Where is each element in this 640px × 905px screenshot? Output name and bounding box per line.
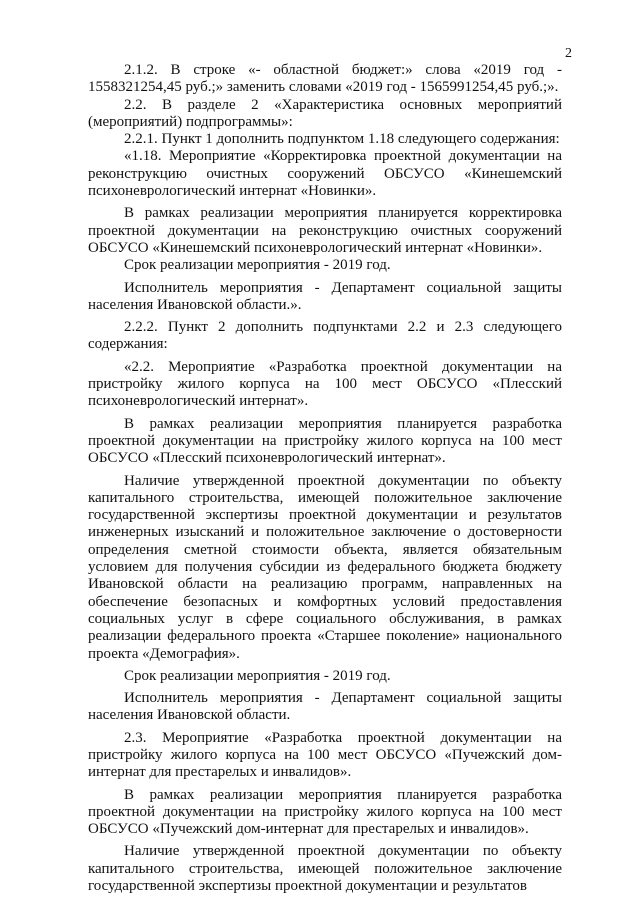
paragraph-2-2-event: «2.2. Мероприятие «Разработка проектной документации на пристройку жилого корпуса на 100 мест ОБСУСО «Плесский психоневрологический интернат».	[88, 358, 562, 410]
paragraph-2-3-event: 2.3. Мероприятие «Разработка проектной документации на пристройку жилого корпуса на 100 мест ОБСУСО «Пучежский дом-интернат для престарелых и инвалидов».	[88, 729, 562, 781]
paragraph-2-2-executor: Исполнитель мероприятия - Департамент социальной защиты населения Ивановской области.	[88, 690, 562, 724]
paragraph-2-2-2: 2.2.2. Пункт 2 дополнить подпунктами 2.2 и 2.3 следующего содержания:	[88, 319, 562, 353]
paragraph-2-2-1: 2.2.1. Пункт 1 дополнить подпунктом 1.18 следующего содержания:	[124, 131, 560, 148]
paragraph-1-18-description: В рамках реализации мероприятия планируется корректировка проектной документации на реконструкцию очистных сооружений ОБСУСО «Кинешемский психоневрологический интернат «Новинки».	[88, 205, 562, 256]
paragraph-1-18-deadline: Срок реализации мероприятия - 2019 год.	[124, 257, 391, 274]
document-body	[88, 62, 562, 895]
paragraph-2-2-description: В рамках реализации мероприятия планируется разработка проектной документации на пристройку жилого корпуса на 100 мест ОБСУСО «Плесский психоневрологический интернат».	[88, 415, 562, 467]
paragraph-2-2-conditions: Наличие утвержденной проектной документации по объекту капитального строительства, имеющей положительное заключение государственной экспертизы проектной документации и результатов инженерных изысканий и положительное заключение о достоверности определения сметной стоимости объекта, является обязательным условием для получения субсидии из федерального бюджета бюджету Ивановской области на реализацию программ, направленных на обеспечение безопасных и комфортных условий предоставления социальных услуг в сфере социального обслуживания, в рамках реализации федерального проекта «Старшее поколение» национального проекта «Демография».	[88, 472, 562, 662]
paragraph-2-1-2: 2.1.2. В строке «- областной бюджет:» слова «2019 год - 1558321254,45 руб.;» заменить словами «2019 год - 1565991254,45 руб.;».	[88, 62, 562, 96]
paragraph-2-2: 2.2. В разделе 2 «Характеристика основных мероприятий (мероприятий) подпрограммы»:	[88, 96, 562, 130]
paragraph-2-3-description: В рамках реализации мероприятия планируется разработка проектной документации на пристройку жилого корпуса на 100 мест ОБСУСО «Пучежский дом-интернат для престарелых и инвалидов».	[88, 786, 562, 838]
paragraph-1-18: «1.18. Мероприятие «Корректировка проектной документации на реконструкцию очистных сооружений ОБСУСО «Кинешемский психоневрологический интернат «Новинки».	[88, 148, 562, 200]
paragraph-2-3-conditions: Наличие утвержденной проектной документации по объекту капитального строительства, имеющей положительное заключение государственной экспертизы проектной документации и результатов	[88, 843, 562, 895]
paragraph-1-18-executor: Исполнитель мероприятия - Департамент социальной защиты населения Ивановской области.».	[88, 279, 562, 313]
page-number: 2	[565, 46, 572, 61]
paragraph-2-2-deadline: Срок реализации мероприятия - 2019 год.	[124, 667, 391, 684]
